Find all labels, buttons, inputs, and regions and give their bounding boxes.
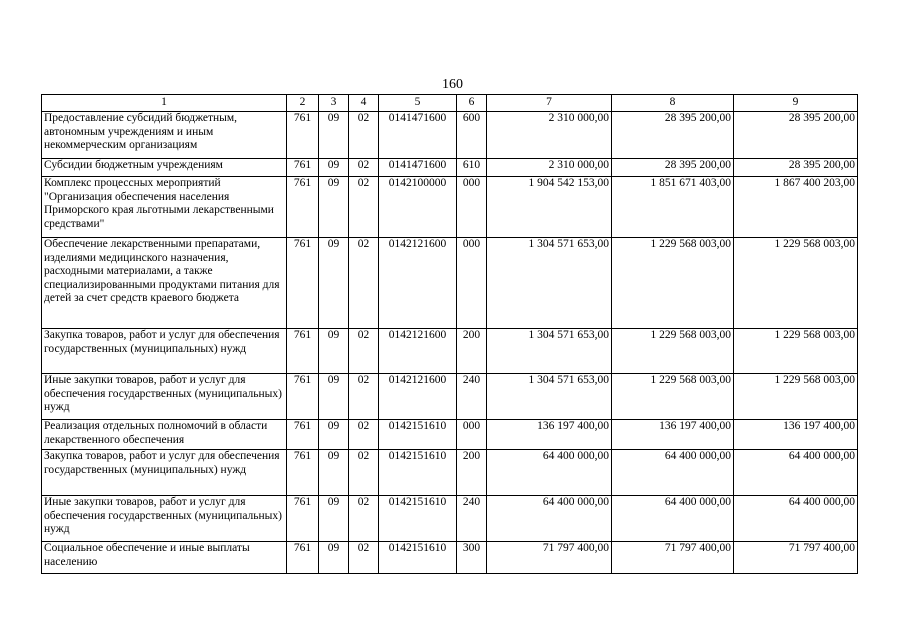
row-name: Предоставление субсидий бюджетным, автономным учреждениям и иным некоммерческим организациям	[42, 112, 287, 159]
code-cell: 09	[319, 159, 349, 177]
page-number: 160	[442, 77, 463, 92]
code-cell: 761	[287, 420, 319, 450]
amount-cell: 71 797 400,00	[487, 542, 612, 574]
table-row	[42, 374, 858, 420]
code-cell: 761	[287, 329, 319, 374]
code-cell: 0142151610	[379, 450, 457, 496]
amount-cell: 64 400 000,00	[734, 496, 858, 542]
amount-cell: 1 304 571 653,00	[487, 374, 612, 420]
column-header: 9	[734, 95, 858, 112]
row-name: Комплекс процессных мероприятий "Организация обеспечения населения Приморского края льготными лекарственными средствами"	[42, 177, 287, 238]
column-header: 6	[457, 95, 487, 112]
amount-cell: 136 197 400,00	[612, 420, 734, 450]
amount-cell: 64 400 000,00	[487, 450, 612, 496]
code-cell: 09	[319, 238, 349, 329]
amount-cell: 2 310 000,00	[487, 112, 612, 159]
code-cell: 300	[457, 542, 487, 574]
code-cell: 09	[319, 329, 349, 374]
table-row	[42, 496, 858, 542]
row-name: Реализация отдельных полномочий в области лекарственного обеспечения	[42, 420, 287, 450]
amount-cell: 64 400 000,00	[487, 496, 612, 542]
table-row	[42, 159, 858, 177]
amount-cell: 1 229 568 003,00	[734, 238, 858, 329]
code-cell: 200	[457, 329, 487, 374]
column-header: 5	[379, 95, 457, 112]
table-row	[42, 450, 858, 496]
row-name: Социальное обеспечение и иные выплаты населению	[42, 542, 287, 574]
amount-cell: 71 797 400,00	[612, 542, 734, 574]
code-cell: 761	[287, 112, 319, 159]
table-row	[42, 177, 858, 238]
amount-cell: 136 197 400,00	[734, 420, 858, 450]
column-header: 4	[349, 95, 379, 112]
code-cell: 02	[349, 450, 379, 496]
column-header: 8	[612, 95, 734, 112]
code-cell: 02	[349, 374, 379, 420]
column-header: 1	[42, 95, 287, 112]
amount-cell: 1 304 571 653,00	[487, 329, 612, 374]
code-cell: 02	[349, 496, 379, 542]
code-cell: 240	[457, 374, 487, 420]
code-cell: 0141471600	[379, 112, 457, 159]
code-cell: 761	[287, 238, 319, 329]
amount-cell: 1 304 571 653,00	[487, 238, 612, 329]
code-cell: 240	[457, 496, 487, 542]
header-row	[42, 95, 858, 112]
code-cell: 0142121600	[379, 238, 457, 329]
amount-cell: 1 904 542 153,00	[487, 177, 612, 238]
amount-cell: 1 229 568 003,00	[612, 238, 734, 329]
code-cell: 761	[287, 496, 319, 542]
row-name: Субсидии бюджетным учреждениям	[42, 159, 287, 177]
code-cell: 09	[319, 450, 349, 496]
code-cell: 000	[457, 177, 487, 238]
row-name: Иные закупки товаров, работ и услуг для обеспечения государственных (муниципальных) нужд	[42, 374, 287, 420]
row-name: Закупка товаров, работ и услуг для обеспечения государственных (муниципальных) нужд	[42, 329, 287, 374]
code-cell: 761	[287, 542, 319, 574]
code-cell: 09	[319, 542, 349, 574]
code-cell: 0142121600	[379, 374, 457, 420]
code-cell: 761	[287, 177, 319, 238]
code-cell: 200	[457, 450, 487, 496]
table-row	[42, 238, 858, 329]
code-cell: 0141471600	[379, 159, 457, 177]
table-row	[42, 420, 858, 450]
row-name: Обеспечение лекарственными препаратами, изделиями медицинского назначения, расходными материалами, а также специализированными продуктами питания для детей за счет средств краевого бюджета	[42, 238, 287, 329]
code-cell: 09	[319, 374, 349, 420]
amount-cell: 64 400 000,00	[612, 450, 734, 496]
code-cell: 02	[349, 159, 379, 177]
code-cell: 0142100000	[379, 177, 457, 238]
amount-cell: 64 400 000,00	[734, 450, 858, 496]
amount-cell: 1 867 400 203,00	[734, 177, 858, 238]
amount-cell: 28 395 200,00	[734, 112, 858, 159]
code-cell: 761	[287, 374, 319, 420]
code-cell: 02	[349, 112, 379, 159]
code-cell: 02	[349, 329, 379, 374]
code-cell: 09	[319, 496, 349, 542]
column-header: 7	[487, 95, 612, 112]
row-name: Иные закупки товаров, работ и услуг для обеспечения государственных (муниципальных) нужд	[42, 496, 287, 542]
column-header: 3	[319, 95, 349, 112]
amount-cell: 28 395 200,00	[612, 159, 734, 177]
amount-cell: 1 851 671 403,00	[612, 177, 734, 238]
code-cell: 000	[457, 238, 487, 329]
code-cell: 0142151610	[379, 496, 457, 542]
code-cell: 0142151610	[379, 542, 457, 574]
amount-cell: 2 310 000,00	[487, 159, 612, 177]
code-cell: 600	[457, 112, 487, 159]
amount-cell: 136 197 400,00	[487, 420, 612, 450]
column-header: 2	[287, 95, 319, 112]
amount-cell: 1 229 568 003,00	[612, 374, 734, 420]
code-cell: 0142151610	[379, 420, 457, 450]
code-cell: 02	[349, 177, 379, 238]
code-cell: 09	[319, 420, 349, 450]
table-row	[42, 329, 858, 374]
amount-cell: 1 229 568 003,00	[734, 374, 858, 420]
amount-cell: 28 395 200,00	[734, 159, 858, 177]
code-cell: 09	[319, 112, 349, 159]
amount-cell: 64 400 000,00	[612, 496, 734, 542]
code-cell: 02	[349, 542, 379, 574]
amount-cell: 71 797 400,00	[734, 542, 858, 574]
code-cell: 02	[349, 420, 379, 450]
row-name: Закупка товаров, работ и услуг для обеспечения государственных (муниципальных) нужд	[42, 450, 287, 496]
code-cell: 0142121600	[379, 329, 457, 374]
code-cell: 02	[349, 238, 379, 329]
code-cell: 610	[457, 159, 487, 177]
code-cell: 761	[287, 450, 319, 496]
code-cell: 000	[457, 420, 487, 450]
amount-cell: 1 229 568 003,00	[734, 329, 858, 374]
amount-cell: 28 395 200,00	[612, 112, 734, 159]
budget-table	[41, 94, 858, 574]
table-row	[42, 112, 858, 159]
code-cell: 09	[319, 177, 349, 238]
table-row	[42, 542, 858, 574]
amount-cell: 1 229 568 003,00	[612, 329, 734, 374]
code-cell: 761	[287, 159, 319, 177]
